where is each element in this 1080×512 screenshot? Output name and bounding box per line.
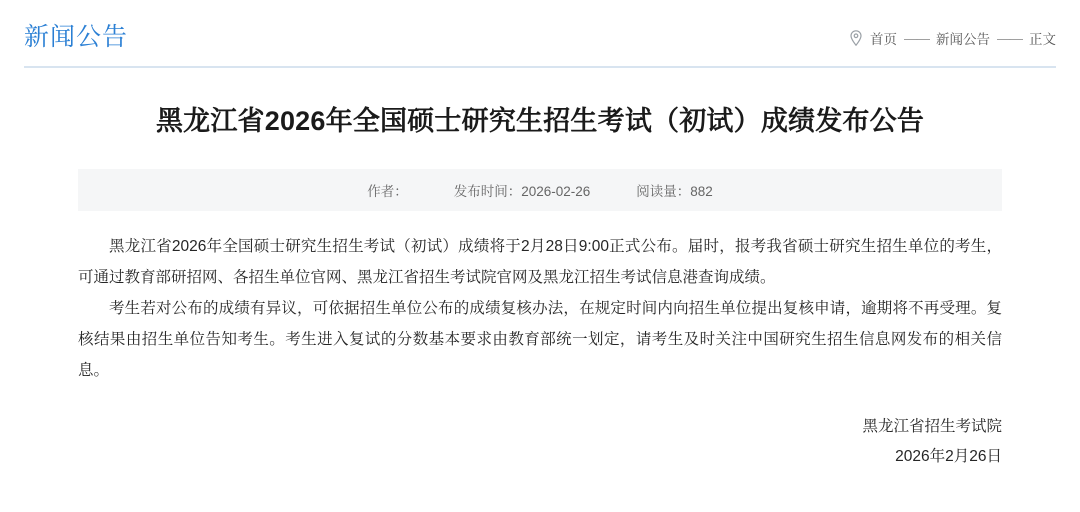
breadcrumb-item-home[interactable]: 首页 [870, 32, 897, 47]
breadcrumb [849, 28, 1056, 56]
article-signature [78, 412, 1002, 472]
meta-views [636, 180, 713, 200]
article-paragraph: 考生若对公布的成绩有异议，可依据招生单位公布的成绩复核办法，在规定时间内向招生单位提出复核申请，逾期将不再受理。复核结果由招生单位告知考生。考生进入复试的分数基本要求由教育部统一划定，请考生及时关注中国研究生招生信息网发布的相关信息。 [78, 300, 1002, 380]
article-container [0, 102, 1080, 473]
page-header [0, 0, 1080, 66]
meta-publish-value: 2026-02-26 [521, 184, 591, 200]
meta-publish-label: 发布时间： [453, 184, 522, 200]
breadcrumb-separator: —— [997, 30, 1022, 46]
article-body [78, 231, 1002, 386]
meta-author [367, 180, 408, 200]
meta-author-label: 作者： [367, 184, 408, 200]
article-title: 黑龙江省2026年全国硕士研究生招生考试（初试）成绩发布公告 [155, 106, 925, 136]
header-divider [24, 66, 1056, 68]
page-title: 新闻公告 [24, 23, 129, 51]
breadcrumb-separator: —— [904, 30, 929, 46]
breadcrumb-item-current: 正文 [1029, 32, 1056, 47]
breadcrumb-item-news[interactable]: 新闻公告 [936, 32, 990, 47]
location-pin-icon [849, 30, 863, 46]
article-paragraph: 黑龙江省2026年全国硕士研究生招生考试（初试）成绩将于2月28日9:00正式公布。届时，报考我省硕士研究生招生单位的考生，可通过教育部研招网、各招生单位官网、黑龙江省招生考试院官网及黑龙江招生考试信息港查询成绩。 [78, 238, 1002, 287]
meta-views-value: 882 [690, 184, 713, 200]
meta-publish-date [454, 180, 591, 200]
signature-date: 2026年2月26日 [895, 448, 1002, 466]
signature-organization: 黑龙江省招生考试院 [862, 418, 1002, 436]
meta-views-label: 阅读量： [636, 184, 691, 200]
article-meta-bar [78, 169, 1002, 211]
